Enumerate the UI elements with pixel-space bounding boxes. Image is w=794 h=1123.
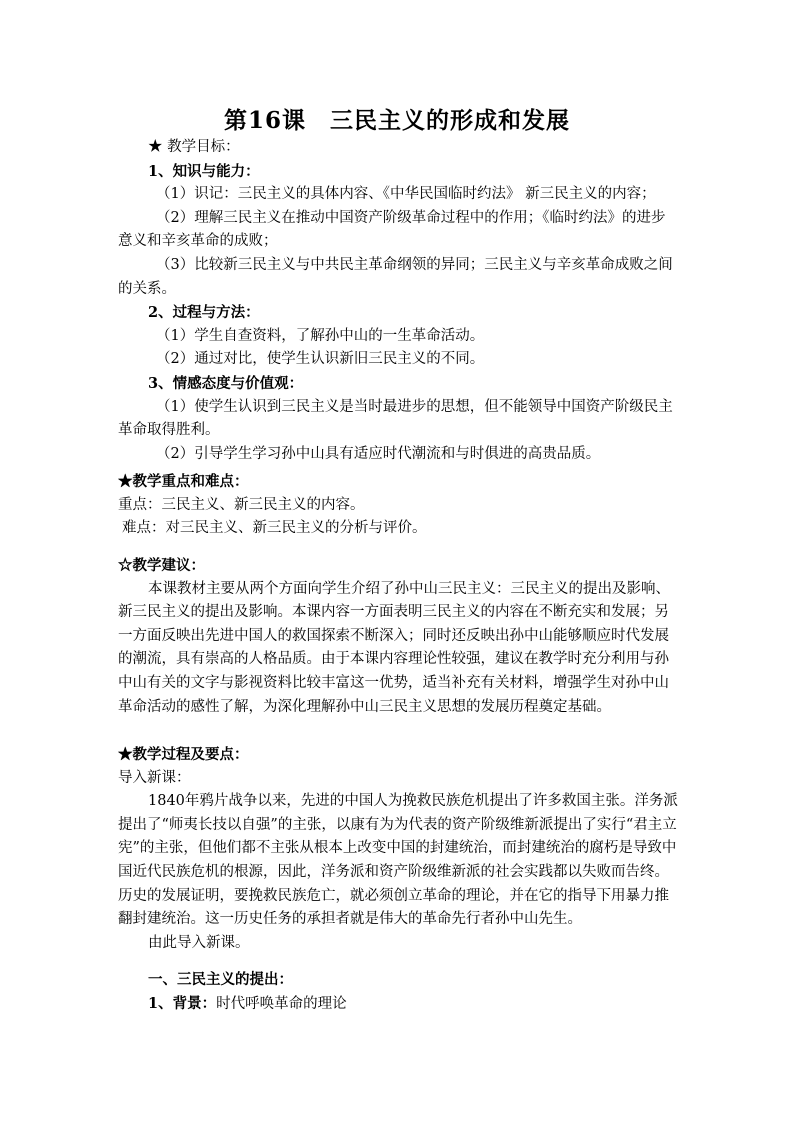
process-heading: 2、过程与方法： bbox=[148, 304, 260, 322]
suggestion-section bbox=[118, 554, 678, 719]
page-title: 第16课 三民主义的形成和发展 bbox=[223, 107, 570, 134]
knowledge-item-3: （3）比较新三民主义与中共民主革命纲领的异同；三民主义与辛亥革命成败之间的关系。 bbox=[118, 256, 673, 297]
objectives-section bbox=[118, 136, 678, 466]
knowledge-item-2: （2）理解三民主义在推动中国资产阶级革命过程中的作用；《临时约法》的进步意义和辛亥革命的成败； bbox=[118, 209, 666, 250]
process-section bbox=[118, 743, 678, 955]
objectives-heading: ★ 教学目标： bbox=[148, 139, 240, 155]
process-item-1: （1）学生自查资料，了解孙中山的一生革命活动。 bbox=[156, 327, 485, 344]
emotion-item-1: （1）使学生认识到三民主义是当时最进步的思想，但不能领导中国资产阶级民主革命取得胜利。 bbox=[118, 398, 673, 439]
intro-label: 导入新课： bbox=[118, 769, 191, 786]
keypoints-heading: ★教学重点和难点： bbox=[118, 473, 249, 490]
emotion-heading: 3、情感态度与价值观： bbox=[148, 374, 304, 392]
intro-body: 1840年鸦片战争以来，先进的中国人为挽救民族危机提出了许多救国主张。洋务派提出了“师夷长技以自强”的主张，以康有为为代表的资产阶级维新派提出了实行“君主立宪”的主张，但他们都不主张从根本上改变中国的封建统治，而封建统治的腐朽是导致中国近代民族危机的根源，因此，洋务派和资产阶级维新派的社会实践都以失败而告终。历史的发展证明，要挽救民族危亡，就必须创立革命的理论，并在它的指导下用暴力推翻封建统治。这一历史任务的承担者就是伟大的革命先行者孙中山先生。 bbox=[118, 793, 678, 928]
knowledge-heading: 1、知识与能力： bbox=[148, 162, 260, 180]
background-label: 1、背景： bbox=[148, 994, 217, 1012]
suggestion-heading: ☆教学建议： bbox=[118, 557, 205, 574]
background-text: 时代呼唤革命的理论 bbox=[216, 995, 347, 1012]
process-section-heading: ★教学过程及要点： bbox=[118, 746, 249, 763]
keypoints-section bbox=[118, 470, 678, 541]
key-point: 重点：三民主义、新三民主义的内容。 bbox=[118, 496, 365, 513]
process-item-2: （2）通过对比，使学生认识新旧三民主义的不同。 bbox=[156, 351, 485, 368]
suggestion-body: 本课教材主要从两个方面向学生介绍了孙中山三民主义：三民主义的提出及影响、新三民主义的提出及影响。本课内容一方面表明三民主义的内容在不断充实和发展；另一方面反映出先进中国人的救国探索不断深入；同时还反映出孙中山能够顺应时代发展的潮流，具有崇高的人格品质。由于本课内容理论性较强，建议在教学时充分利用与孙中山有关的文字与影视资料比较丰富这一优势，适当补充有关材料，增强学生对孙中山革命活动的感性了解，为深化理解孙中山三民主义思想的发展历程奠定基础。 bbox=[118, 580, 670, 715]
knowledge-item-1: （1）识记：三民主义的具体内容、《中华民国临时约法》 新三民主义的内容； bbox=[156, 186, 656, 203]
emotion-item-2: （2）引导学生学习孙中山具有适应时代潮流和与时俱进的高贵品质。 bbox=[156, 445, 601, 462]
section-one-heading: 一、三民主义的提出： bbox=[148, 971, 293, 988]
intro-transition: 由此导入新课。 bbox=[148, 934, 250, 951]
section-one bbox=[118, 968, 678, 1016]
difficult-point: 难点：对三民主义、新三民主义的分析与评价。 bbox=[122, 520, 427, 537]
